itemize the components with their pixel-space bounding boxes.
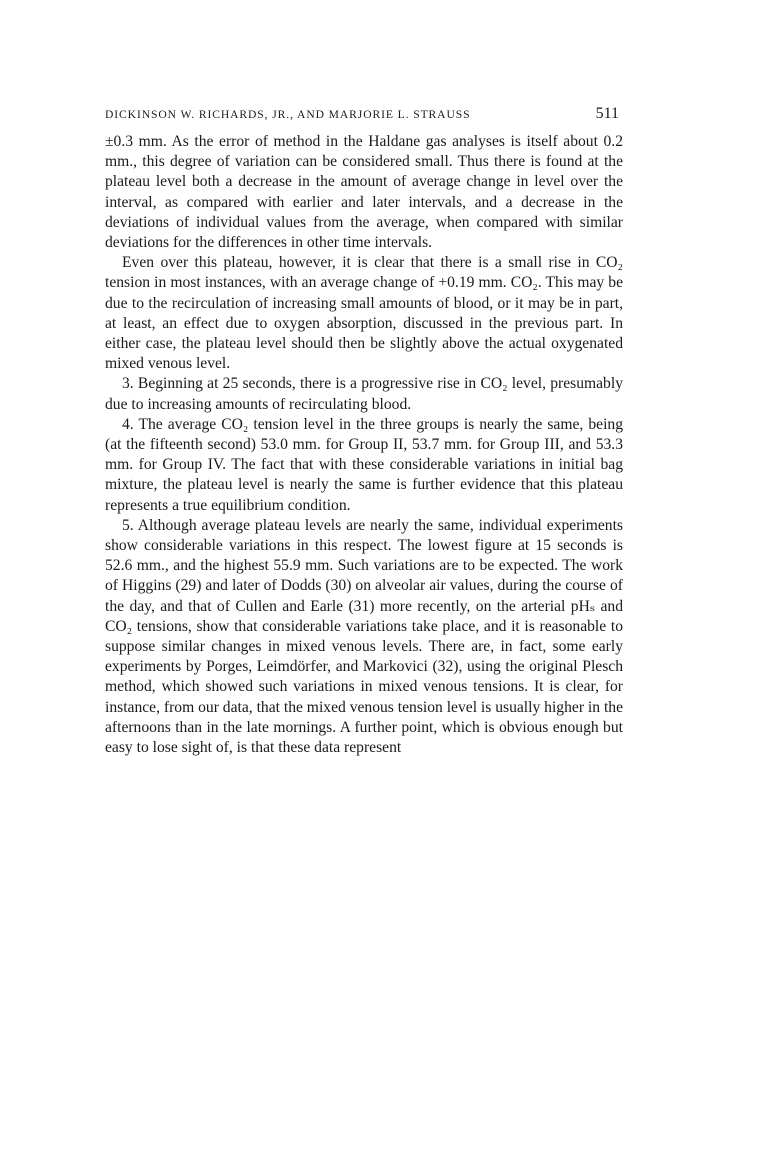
paragraph-item-4: 4. The average CO₂ tension level in the three groups is nearly the same, being (at the fifteenth second) 53.0 mm. for Group II, 53.7 mm. for Group III, and 53.3 mm. for Group IV. The fact that with these considerable variations in initial bag mixture, the plateau level is nearly the same is further evidence that this plateau represents a true equilibrium condition.: [105, 415, 623, 514]
paragraph-plateau-rise: Even over this plateau, however, it is clear that there is a small rise in CO₂ tension in most instances, with an average change of +0.19 mm. CO₂. This may be due to the recirculation of increasing small amounts of blood, or it may be in part, at least, an effect due to oxygen absorption, discussed in the previous part. In either case, the plateau level should then be slightly above the actual oxygenated mixed venous level.: [105, 254, 623, 373]
paragraph-item-5: 5. Although average plateau levels are nearly the same, individual experiments show considerable variations in this respect. The lowest figure at 15 seconds is 52.6 mm., and the highest 55.9 mm. Such variations are to be expected. The work of Higgins (29) and later of Dodds (30) on alveolar air values, during the course of the day, and that of Cullen and Earle (31) more recently, on the arterial pHₛ and CO₂ tensions, show that considerable variations take place, and it is reasonable to suppose similar changes in mixed venous levels. There are, in fact, some early experiments by Porges, Leimdörfer, and Markovici (32), using the original Plesch method, which showed such variations in mixed venous tensions. It is clear, for instance, from our data, that the mixed venous tension level is usually higher in the afternoons than in the late mornings. A further point, which is obvious enough but easy to lose sight of, is that these data represent: [105, 516, 623, 757]
running-head: [105, 98, 623, 132]
body-text: [105, 132, 623, 758]
journal-page: [105, 98, 623, 758]
page-number: 511: [595, 105, 619, 122]
paragraph-continued: ±0.3 mm. As the error of method in the Haldane gas analyses is itself about 0.2 mm., this degree of variation can be considered small. Thus there is found at the plateau level both a decrease in the amount of average change in level over the interval, as compared with earlier and later intervals, and a decrease in the deviations of individual values from the average, when compared with similar deviations for the differences in other time intervals.: [105, 133, 623, 252]
paragraph-item-3: 3. Beginning at 25 seconds, there is a progressive rise in CO₂ level, presumably due to increasing amounts of recirculating blood.: [105, 375, 623, 413]
running-head-authors: DICKINSON W. RICHARDS, JR., AND MARJORIE L. STRAUSS: [105, 108, 471, 121]
